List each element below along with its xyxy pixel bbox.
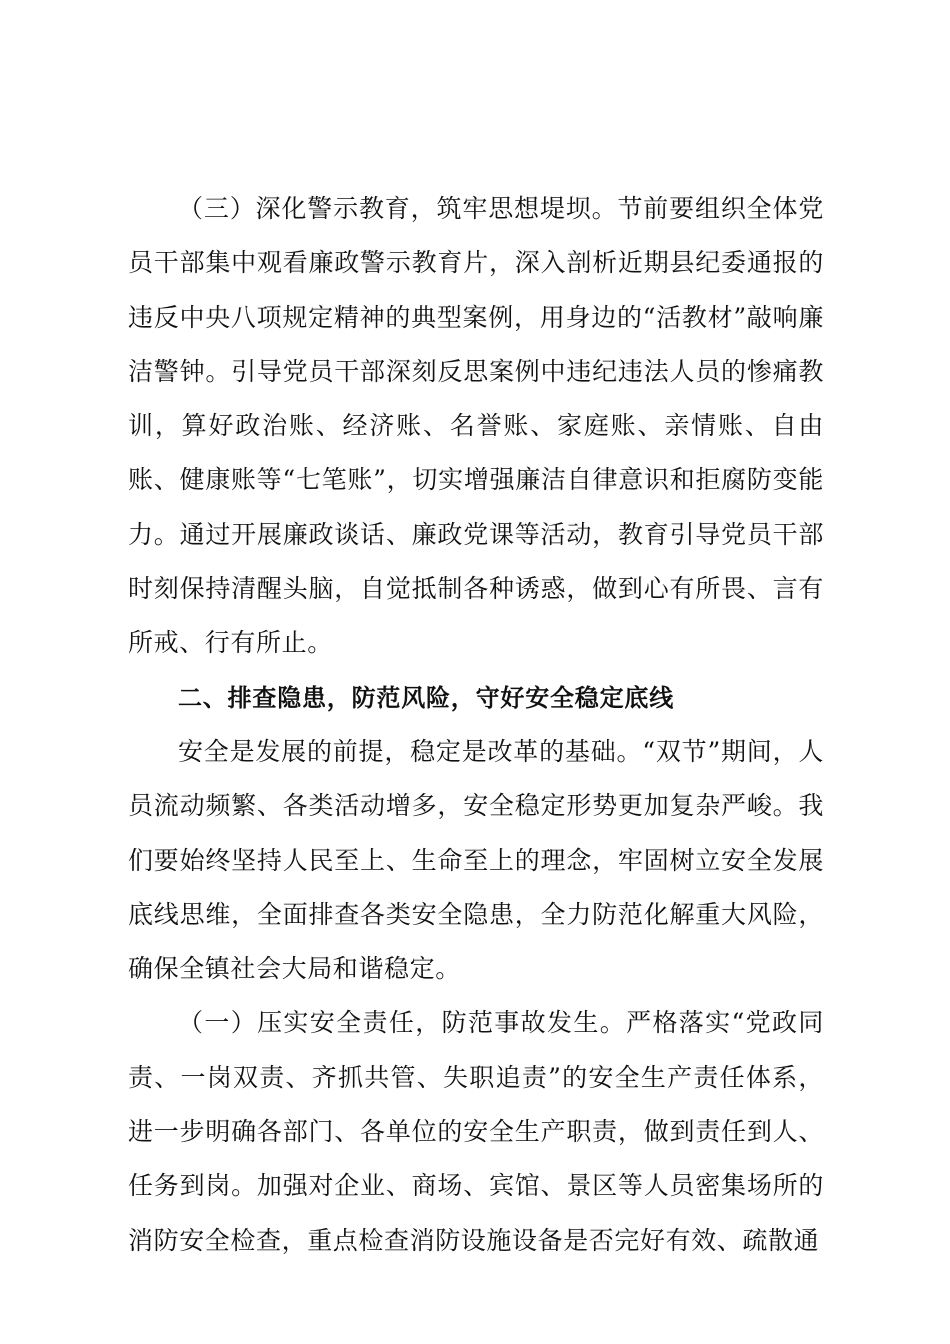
paragraph-safety-responsibility: （一）压实安全责任，防范事故发生。严格落实“党政同责、一岗双责、齐抓共管、失职追责”的安全生产责任体系，进一步明确各部门、各单位的安全生产职责，做到责任到人、任务到岗。加强对企业、商场、宾馆、景区等人员密集场所的消防安全检查，重点检查消防设施设备是否完好有效、疏散通 bbox=[128, 1008, 824, 1255]
document-body bbox=[128, 182, 824, 1268]
paragraph-warning-education: （三）深化警示教育，筑牢思想堤坝。节前要组织全体党员干部集中观看廉政警示教育片，深入剖析近期县纪委通报的违反中央八项规定精神的典型案例，用身边的“活教材”敲响廉洁警钟。引导党员干部深刻反思案例中违纪违法人员的惨痛教训，算好政治账、经济账、名誉账、家庭账、亲情账、自由账、健康账等“七笔账”，切实增强廉洁自律意识和拒腐防变能力。通过开展廉政谈话、廉政党课等活动，教育引导党员干部时刻保持清醒头脑，自觉抵制各种诱惑，做到心有所畏、言有所戒、行有所止。 bbox=[128, 194, 824, 658]
section-heading-safety: 二、排查隐患，防范风险，守好安全稳定底线 bbox=[178, 683, 674, 712]
paragraph-safety-intro: 安全是发展的前提，稳定是改革的基础。“双节”期间，人员流动频繁、各类活动增多，安全稳定形势更加复杂严峻。我们要始终坚持人民至上、生命至上的理念，牢固树立安全发展底线思维，全面排查各类安全隐患，全力防范化解重大风险，确保全镇社会大局和谐稳定。 bbox=[128, 736, 824, 984]
